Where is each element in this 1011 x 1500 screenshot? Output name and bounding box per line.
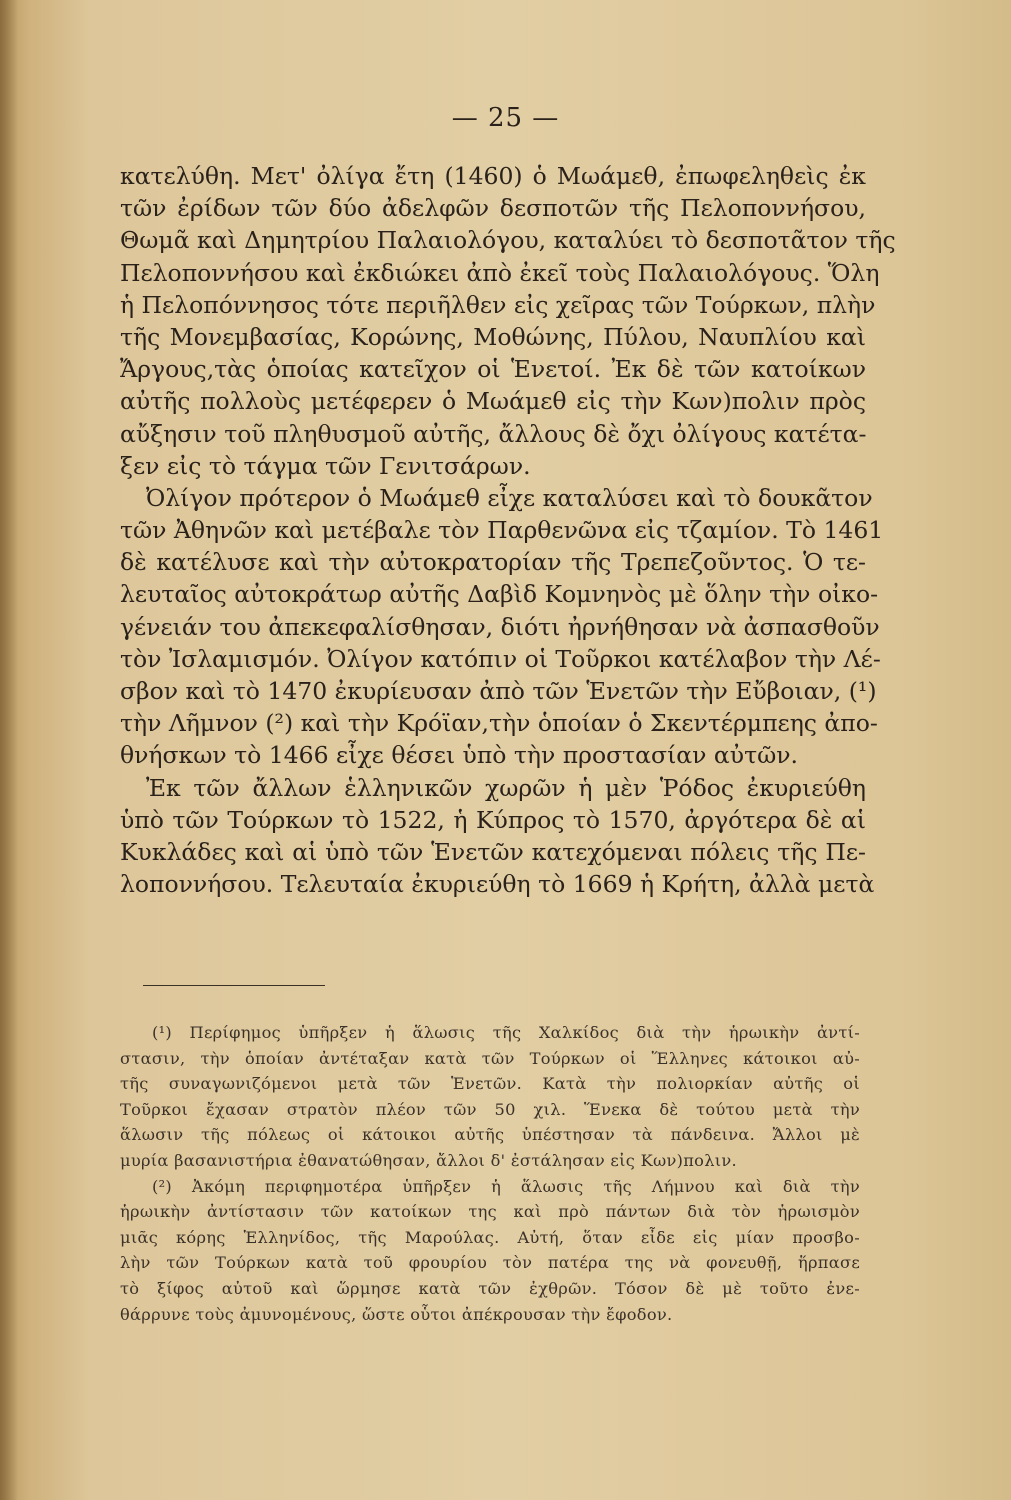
body-line-11: Ὀλίγον πρότερον ὁ Μωάμεθ εἶχε καταλύσει καὶ τὸ δουκᾶτον [146, 483, 873, 512]
body-line-3: Θωμᾶ καὶ Δημητρίου Παλαιολόγου, καταλύει τὸ δεσποτᾶτον τῆς [120, 226, 896, 255]
footnote-line-6: μυρία βασανιστήρια ἐθανατώθησαν, ἄλλοι δ' ἐστάλησαν εἰς Κων)πολιν. [120, 1150, 737, 1170]
body-line-17: σβον καὶ τὸ 1470 ἐκυρίευσαν ἀπὸ τῶν Ἑνετῶν τὴν Εὔβοιαν, (¹) [120, 677, 877, 705]
footnote-divider [143, 985, 325, 986]
footnote-line-4: Τοῦρκοι ἔχασαν στρατὸν πλέον τῶν 50 χιλ. Ἕνεκα δὲ τούτου μετὰ τὴν [120, 1099, 860, 1119]
footnotes [120, 1020, 860, 1327]
footnote-line-9: μιᾶς κόρης Ἑλληνίδος, τῆς Μαρούλας. Αὐτή, ὅταν εἶδε εἰς μίαν προσβο- [120, 1227, 860, 1247]
body-line-5: ἡ Πελοπόννησος τότε περιῆλθεν εἰς χεῖρας τῶν Τούρκων, πλὴν [120, 290, 876, 319]
body-line-10: ξεν εἰς τὸ τάγμα τῶν Γενιτσάρων. [120, 451, 531, 480]
footnote-line-12: θάρρυνε τοὺς ἀμυνομένους, ὥστε οὗτοι ἀπέκρουσαν τὴν ἔφοδον. [120, 1304, 673, 1324]
footnote-line-1: (¹) Περίφημος ὑπῆρξεν ἡ ἅλωσις τῆς Χαλκίδος διὰ τὴν ἡρωικὴν ἀντί- [152, 1023, 860, 1042]
body-line-21: ὑπὸ τῶν Τούρκων τὸ 1522, ἡ Κύπρος τὸ 1570, ἀργότερα δὲ αἱ [120, 805, 866, 834]
footnote-line-7: (²) Ἀκόμη περιφημοτέρα ὑπῆρξεν ἡ ἅλωσις τῆς Λήμνου καὶ διὰ τὴν [152, 1176, 860, 1196]
body-line-12: τῶν Ἀθηνῶν καὶ μετέβαλε τὸν Παρθενῶνα εἰς τζαμίον. Τὸ 1461 [120, 516, 884, 545]
body-line-4: Πελοποννήσου καὶ ἐκδιώκει ἀπὸ ἐκεῖ τοὺς Παλαιολόγους. Ὅλη [120, 258, 880, 287]
body-line-19: θνήσκων τὸ 1466 εἶχε θέσει ὑπὸ τὴν προστασίαν αὐτῶν. [120, 741, 799, 770]
body-line-13: δὲ κατέλυσε καὶ τὴν αὐτοκρατορίαν τῆς Τρεπεζοῦντος. Ὁ τε- [120, 548, 866, 577]
main-text [120, 160, 896, 900]
body-line-23: λοποννήσου. Τελευταία ἐκυριεύθη τὸ 1669 ἡ Κρήτη, ἀλλὰ μετὰ [120, 870, 875, 899]
body-line-1: κατελύθη. Μετ' ὀλίγα ἔτη (1460) ὁ Μωάμεθ, ἐπωφεληθεὶς ἐκ [120, 162, 866, 190]
body-line-8: αὐτῆς πολλοὺς μετέφερεν ὁ Μωάμεθ εἰς τὴν Κων)πολιν πρὸς [120, 387, 866, 416]
body-line-14: λευταῖος αὐτοκράτωρ αὐτῆς Δαβὶδ Κομνηνὸς μὲ ὅλην τὴν οἰκο- [120, 580, 879, 609]
footnote-line-3: τῆς συναγωνιζόμενοι μετὰ τῶν Ἑνετῶν. Κατὰ τὴν πολιορκίαν αὐτῆς οἱ [120, 1074, 860, 1094]
body-line-18: τὴν Λῆμνον (²) καὶ τὴν Κρόϊαν,τὴν ὁποίαν ὁ Σκεντέρμπεης ἀπο- [120, 709, 878, 738]
body-line-2: τῶν ἐρίδων τῶν δύο ἀδελφῶν δεσποτῶν τῆς Πελοποννήσου, [120, 194, 866, 223]
footnote-line-11: τὸ ξίφος αὐτοῦ καὶ ὥρμησε κατὰ τῶν ἐχθρῶν. Τόσον δὲ μὲ τοῦτο ἐνε- [120, 1278, 860, 1298]
body-line-20: Ἐκ τῶν ἄλλων ἑλληνικῶν χωρῶν ἡ μὲν Ῥόδος ἐκυριεύθη [146, 773, 866, 802]
body-line-6: τῆς Μονεμβασίας, Κορώνης, Μοθώνης, Πύλου, Ναυπλίου καὶ [120, 322, 866, 351]
footnote-line-2: στασιν, τὴν ὁποίαν ἀντέταξαν κατὰ τῶν Τούρκων οἱ Ἕλληνες κάτοικοι αὐ- [120, 1048, 860, 1068]
footnote-line-10: λὴν τῶν Τούρκων κατὰ τοῦ φρουρίου τὸν πατέρα της νὰ φονευθῇ, ἥρπασε [120, 1253, 860, 1273]
body-line-16: τὸν Ἰσλαμισμόν. Ὀλίγον κατόπιν οἱ Τοῦρκοι κατέλαβον τὴν Λέ- [120, 644, 881, 673]
body-line-7: Ἄργους,τὰς ὁποίας κατεῖχον οἱ Ἑνετοί. Ἐκ δὲ τῶν κατοίκων [120, 355, 866, 384]
body-line-15: γένειάν του ἀπεκεφαλίσθησαν, διότι ἠρνήθησαν νὰ ἀσπασθοῦν [120, 612, 880, 641]
body-line-22: Κυκλάδες καὶ αἱ ὑπὸ τῶν Ἑνετῶν κατεχόμεναι πόλεις τῆς Πε- [120, 837, 866, 866]
page-number: — 25 — [451, 103, 560, 133]
page-edge-shadow [0, 0, 18, 1500]
footnote-line-8: ἡρωικὴν ἀντίστασιν τῶν κατοίκων της καὶ πρὸ πάντων διὰ τὸν ἡρωισμὸν [120, 1202, 860, 1222]
footnote-line-5: ἅλωσιν τῆς πόλεως οἱ κάτοικοι αὐτῆς ὑπέστησαν τὰ πάνδεινα. Ἄλλοι μὲ [120, 1125, 860, 1145]
body-line-9: αὔξησιν τοῦ πληθυσμοῦ αὐτῆς, ἄλλους δὲ ὄχι ὀλίγους κατέτα- [120, 419, 867, 448]
